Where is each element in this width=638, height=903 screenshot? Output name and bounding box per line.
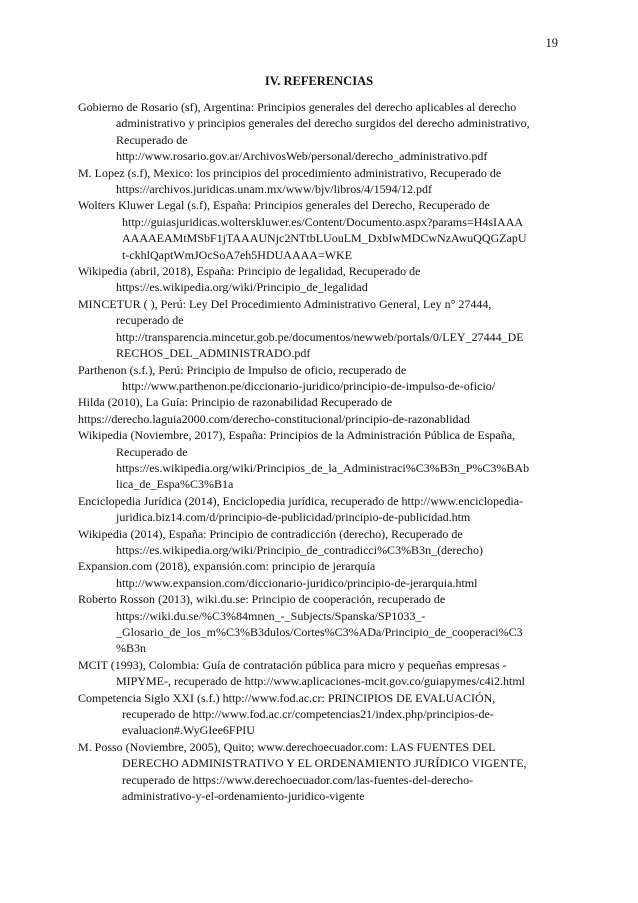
reference-url: https://archivos.juridicas.unam.mx/www/bjv/libros/4/1594/12.pdf [116, 182, 432, 197]
reference-url: http://guiasjuridicas.wolterskluwer.es/Content/Documento.aspx?params=H4sIAAA [122, 214, 524, 229]
reference-url: RECHOS_DEL_ADMINISTRADO.pdf [116, 346, 311, 361]
reference-entry [78, 427, 562, 493]
reference-line: recuperado de [116, 313, 184, 328]
reference-line: MIPYME-, recuperado de http://www.aplicaciones-mcit.gov.co/guiapymes/c4i2.html [116, 674, 526, 689]
reference-url: https://wiki.du.se/%C3%84mnen_-_Subjects/Spanska/SP1033_- [116, 608, 426, 623]
reference-line: MINCETUR ( ), Perú: Ley Del Procedimiento Administrativo General, Ley n° 27444, [78, 296, 492, 311]
reference-line: Wikipedia (abril, 2018), España: Principio de legalidad, Recuperado de [78, 264, 421, 279]
reference-line: Gobierno de Rosario (sf), Argentina: Principios generales del derecho aplicables al derecho [78, 100, 517, 114]
reference-line: Roberto Rosson (2013), wiki.du.se: Principio de cooperación, recuperado de [78, 592, 446, 607]
reference-url: juridica.biz14.com/d/principio-de-publicidad/principio-de-publicidad.htm [116, 510, 471, 525]
reference-entry [78, 739, 562, 805]
reference-entry [78, 591, 562, 657]
reference-line: Recuperado de [116, 444, 188, 459]
reference-url: https://es.wikipedia.org/wiki/Principio_de_contradicci%C3%B3n_(derecho) [116, 542, 484, 557]
reference-url: administrativo-y-el-ordenamiento-juridico-vigente [122, 789, 365, 804]
reference-line: MCIT (1993), Colombia: Guía de contratación pública para micro y pequeñas empresas - [78, 657, 507, 672]
reference-entry [78, 165, 562, 198]
reference-url: _Glosario_de_los_m%C3%B3dulos/Cortes%C3%ADa/Principio_de_cooperaci%C3 [116, 625, 523, 639]
reference-line: M. Posso (Noviembre, 2005), Quito; www.derechoecuador.com: LAS FUENTES DEL [78, 739, 496, 754]
reference-line: M. Lopez (s.f), Mexico: los principios del procedimiento administrativo, Recuperado de [78, 165, 502, 180]
reference-line: administrativo y principios generales del derecho surgidos del derecho administrativo, [116, 116, 530, 131]
reference-entry [78, 394, 562, 427]
reference-entry [78, 493, 562, 526]
reference-entry [78, 558, 562, 591]
reference-line: recuperado de http://www.fod.ac.cr/competencias21/index.php/principios-de- [122, 707, 494, 722]
reference-entry [78, 296, 562, 362]
reference-line: DERECHO ADMINISTRATIVO Y EL ORDENAMIENTO JURÍDICO VIGENTE, [122, 756, 527, 771]
reference-url: evaluacion#.WyGIee6FPIU [122, 723, 255, 738]
reference-url: https://derecho.laguia2000.com/derecho-constitucional/principio-de-razonablidad [78, 411, 470, 426]
reference-line: recuperado de https://www.derechoecuador.com/las-fuentes-del-derecho- [122, 772, 474, 787]
reference-url: http://www.parthenon.pe/diccionario-juridico/principio-de-impulso-de-oficio/ [122, 378, 496, 393]
reference-entry [78, 263, 562, 296]
section-title: IV. REFERENCIAS [264, 74, 374, 88]
reference-url: t-ckhlQaptWmJOcSoA7eh5HDUAAAA=WKE [122, 247, 353, 262]
reference-url: http://www.expansion.com/diccionario-juridico/principio-de-jerarquia.html [116, 575, 478, 590]
reference-line: Parthenon (s.f.), Perú: Principio de Impulso de oficio, recuperado de [78, 362, 407, 377]
reference-line: Wolters Kluwer Legal (s.f), España: Principios generales del Derecho, Recuperado de [78, 198, 490, 213]
reference-line: Hilda (2010), La Guía: Principio de razonabilidad Recuperado de [78, 395, 393, 410]
reference-url: https://es.wikipedia.org/wiki/Principios_de_la_Administraci%C3%B3n_P%C3%BAb [116, 460, 530, 475]
page-number: 19 [545, 36, 558, 50]
reference-entry [78, 690, 562, 739]
reference-list [78, 99, 562, 804]
reference-line: Expansion.com (2018), expansión.com: principio de jerarquía [78, 559, 376, 574]
reference-url: AAAAEAMtMSbF1jTAAAUNjc2NTtbLUouLM_DxbIwMDCwNzAwuQQGZapU [122, 231, 527, 246]
reference-line: Recuperado de [116, 132, 188, 147]
reference-url: http://www.rosario.gov.ar/ArchivosWeb/personal/derecho_administrativo.pdf [116, 149, 488, 164]
reference-line: Wikipedia (2014), España: Principio de contradicción (derecho), Recuperado de [78, 526, 463, 541]
reference-line: Competencia Siglo XXI (s.f.) http://www.fod.ac.cr: PRINCIPIOS DE EVALUACIÓN, [78, 690, 496, 705]
reference-entry [78, 362, 562, 395]
reference-entry [78, 657, 562, 690]
reference-url: http://transparencia.mincetur.gob.pe/documentos/newweb/portals/0/LEY_27444_DE [116, 329, 524, 344]
reference-url: %B3n [116, 641, 146, 656]
reference-entry [78, 526, 562, 559]
reference-url: https://es.wikipedia.org/wiki/Principio_de_legalidad [116, 280, 368, 295]
reference-line: Enciclopedia Jurídica (2014), Enciclopedia jurídica, recuperado de http://www.enciclopedia- [78, 493, 524, 508]
reference-entry [78, 99, 562, 165]
reference-url: lica_de_Espa%C3%B1a [116, 477, 234, 492]
reference-entry [78, 197, 562, 263]
reference-line: Wikipedia (Noviembre, 2017), España: Principios de la Administración Pública de España, [78, 428, 516, 443]
